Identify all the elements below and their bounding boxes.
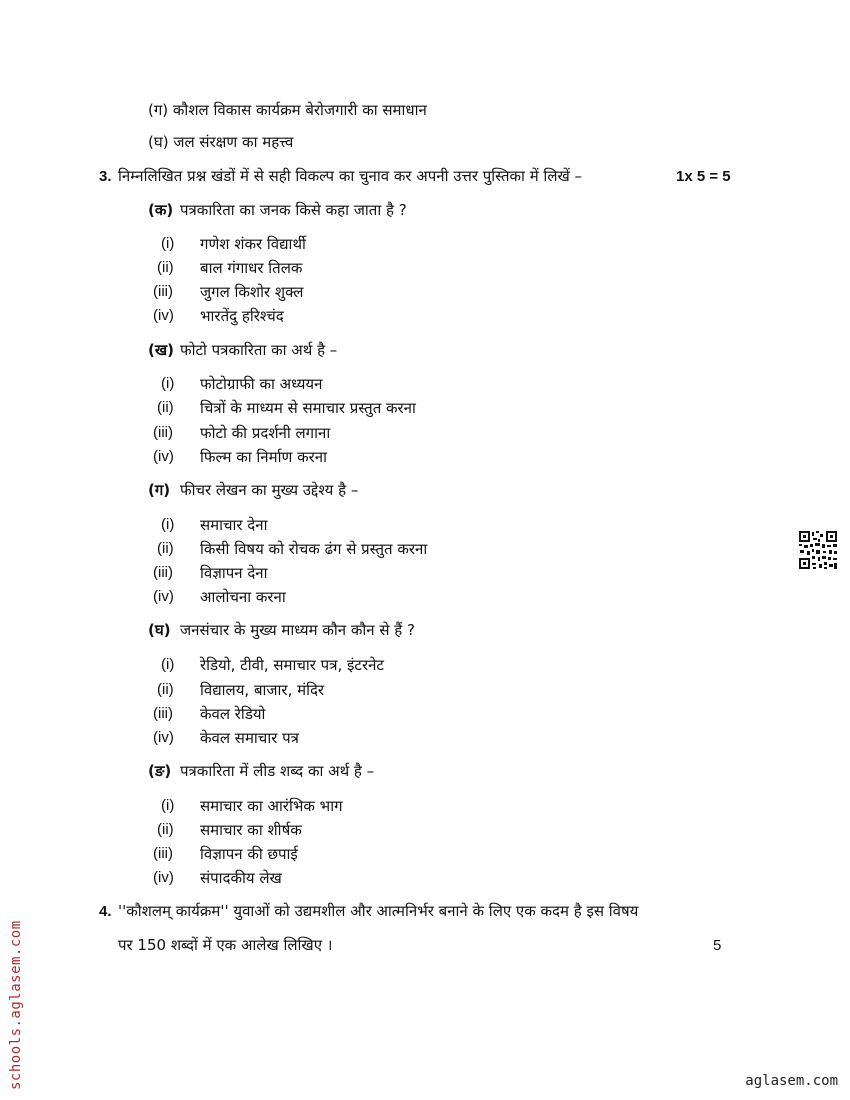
- option-number: (iv): [153, 869, 174, 886]
- option-text: रेडियो, टीवी, समाचार पत्र, इंटरनेट: [200, 656, 384, 674]
- option-text: जुगल किशोर शुक्ल: [200, 283, 304, 301]
- q3-instruction: निम्नलिखित प्रश्न खंडों में से सही विकल्प का चुनाव कर अपनी उत्तर पुस्तिका में लिखें –: [118, 167, 583, 185]
- q3-part-ga-question: फीचर लेखन का मुख्य उद्देश्य है –: [180, 481, 359, 499]
- option-number: (ii): [157, 540, 174, 557]
- option-number: (iv): [153, 588, 174, 605]
- option-number: (i): [161, 656, 175, 673]
- option-text: विज्ञापन की छपाई: [200, 845, 298, 863]
- option-text: गणेश शंकर विद्यार्थी: [200, 235, 306, 253]
- option-text: फोटो की प्रदर्शनी लगाना: [200, 424, 331, 442]
- option-number: (i): [161, 375, 175, 392]
- option-text: केवल रेडियो: [200, 705, 266, 723]
- q3-part-gha-question: जनसंचार के मुख्य माध्यम कौन कौन से हैं ?: [180, 621, 415, 639]
- option-text: समाचार देना: [200, 516, 268, 534]
- option-number: (ii): [157, 681, 174, 698]
- q4-marks: 5: [713, 937, 722, 954]
- prev-option-g: (ग) कौशल विकास कार्यक्रम बेरोजगारी का समाधान: [148, 101, 427, 119]
- option-text: आलोचना करना: [200, 588, 286, 606]
- option-text: बाल गंगाधर तिलक: [200, 259, 303, 277]
- option-number: (i): [161, 797, 175, 814]
- option-number: (ii): [157, 259, 174, 276]
- option-number: (i): [161, 516, 175, 533]
- option-number: (iv): [153, 307, 174, 324]
- side-watermark: schools.aglasem.com: [8, 920, 24, 1090]
- option-number: (iii): [153, 845, 173, 862]
- option-text: फोटोग्राफी का अध्ययन: [200, 375, 323, 393]
- q3-marks: 1x 5 = 5: [676, 168, 731, 185]
- option-number: (ii): [157, 399, 174, 416]
- option-text: समाचार का शीर्षक: [200, 821, 302, 839]
- option-number: (iii): [153, 283, 173, 300]
- q3-part-kha-letter: (ख): [148, 341, 174, 359]
- option-text: संपादकीय लेख: [200, 869, 282, 887]
- q4-text-line-1: ''कौशलम् कार्यक्रम'' युवाओं को उद्यमशील और आत्मनिर्भर बनाने के लिए एक कदम है इस विषय: [118, 902, 639, 920]
- option-number: (iii): [153, 705, 173, 722]
- q3-number: 3.: [99, 168, 112, 185]
- option-text: विज्ञापन देना: [200, 564, 268, 582]
- q3-part-ka-question: पत्रकारिता का जनक किसे कहा जाता है ?: [180, 201, 407, 219]
- q4-number: 4.: [99, 903, 112, 920]
- q3-part-ga-letter: (ग): [148, 481, 171, 499]
- option-number: (iv): [153, 729, 174, 746]
- option-text: भारतेंदु हरिश्चंद: [200, 307, 284, 325]
- option-text: चित्रों के माध्यम से समाचार प्रस्तुत करना: [200, 399, 416, 417]
- q3-part-gha-letter: (घ): [148, 621, 171, 639]
- option-number: (ii): [157, 821, 174, 838]
- bottom-watermark: aglasem.com: [745, 1073, 838, 1089]
- option-number: (iii): [153, 424, 173, 441]
- qr-code-icon: [798, 530, 838, 570]
- option-text: केवल समाचार पत्र: [200, 729, 299, 747]
- q3-part-nga-letter: (ङ): [148, 762, 172, 780]
- option-text: किसी विषय को रोचक ढंग से प्रस्तुत करना: [200, 540, 428, 558]
- option-number: (iv): [153, 448, 174, 465]
- option-text: विद्यालय, बाजार, मंदिर: [200, 681, 325, 699]
- q3-part-nga-question: पत्रकारिता में लीड शब्द का अर्थ है –: [180, 762, 375, 780]
- prev-option-gh: (घ) जल संरक्षण का महत्त्व: [148, 133, 294, 151]
- q3-part-kha-question: फोटो पत्रकारिता का अर्थ है –: [180, 341, 338, 359]
- q3-part-ka-letter: (क): [148, 201, 174, 219]
- q4-text-line-2: पर 150 शब्दों में एक आलेख लिखिए ।: [118, 936, 333, 954]
- option-number: (i): [161, 235, 175, 252]
- option-text: समाचार का आरंभिक भाग: [200, 797, 343, 815]
- option-number: (iii): [153, 564, 173, 581]
- option-text: फिल्म का निर्माण करना: [200, 448, 327, 466]
